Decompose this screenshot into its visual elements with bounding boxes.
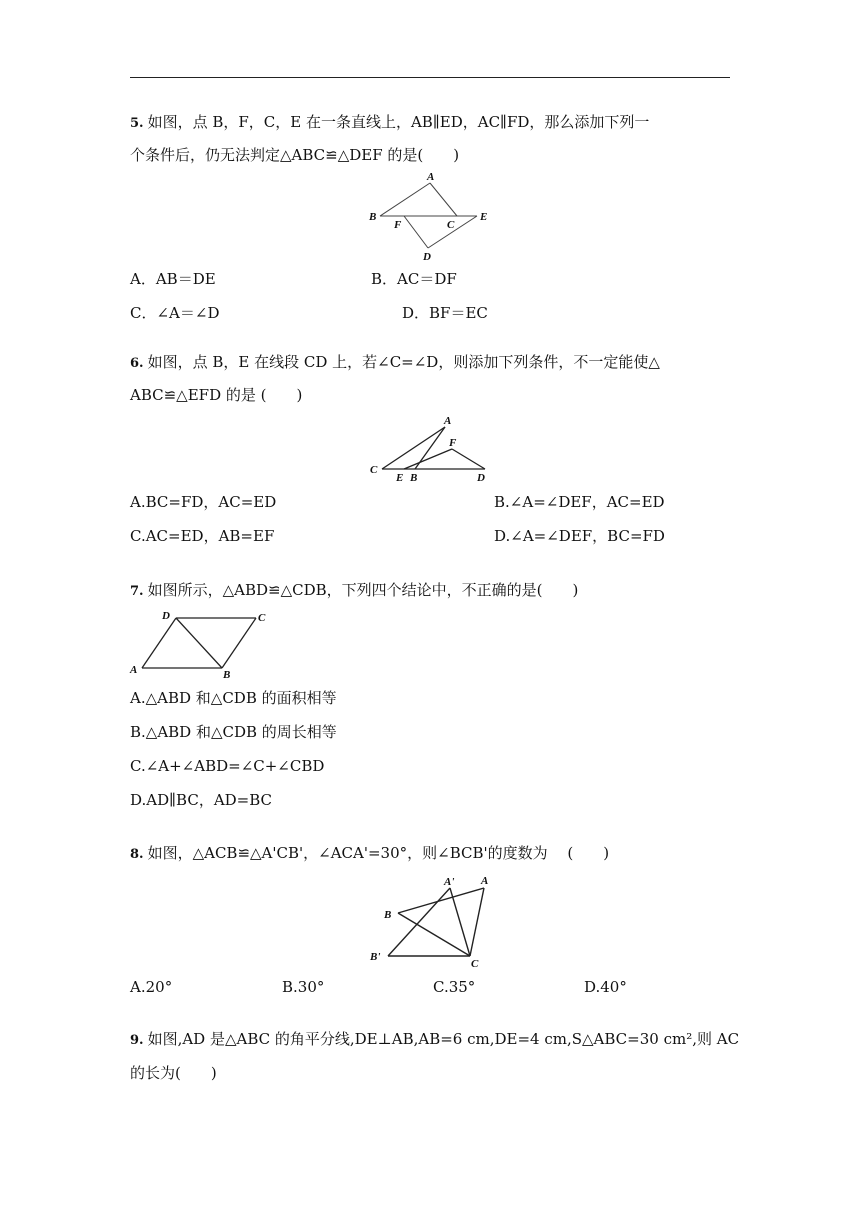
q7-option-c: C.∠A+∠ABD=∠C+∠CBD xyxy=(130,757,325,775)
q7-number: 7. xyxy=(130,584,144,599)
q8-number: 8. xyxy=(130,847,144,862)
q8-label-b-prime: B' xyxy=(370,951,381,963)
q9-line1 xyxy=(130,1028,739,1052)
q6-option-d: D.∠A=∠DEF，BC=FD xyxy=(494,527,665,545)
q7-label-c: C xyxy=(258,612,266,624)
q8-label-b: B xyxy=(384,909,392,921)
q7-option-d: D.AD∥BC，AD=BC xyxy=(130,791,273,809)
q6-option-a: A.BC=FD，AC=ED xyxy=(130,493,277,511)
q7-option-b: B.△ABD 和△CDB 的周长相等 xyxy=(130,723,337,741)
q7-label-d: D xyxy=(162,610,170,622)
q6-label-f: F xyxy=(449,437,457,449)
q6-line2: ABC≌△EFD 的是 ( ) xyxy=(130,386,303,404)
q5-line1 xyxy=(130,111,649,135)
q8-option-c: C.35° xyxy=(433,978,476,996)
q9-number: 9. xyxy=(130,1033,144,1048)
q7-option-a: A.△ABD 和△CDB 的面积相等 xyxy=(130,689,337,707)
q7-label-a: A xyxy=(130,664,138,676)
q5-number: 5. xyxy=(130,116,144,131)
q8-option-a: A.20° xyxy=(130,978,173,996)
q8-text: 如图，△ACB≌△A'CB'，∠ACA'=30°，则∠BCB'的度数为 ( ) xyxy=(147,844,610,862)
q5-label-d: D xyxy=(423,251,431,263)
q6-label-e: E xyxy=(396,472,404,484)
header-rule xyxy=(130,77,730,78)
q5-figure xyxy=(360,170,500,265)
q5-option-b: B．AC＝DF xyxy=(371,270,457,288)
q8-label-a: A xyxy=(481,875,489,887)
q5-line2: 个条件后，仍无法判定△ABC≌△DEF 的是( ) xyxy=(130,146,460,164)
q8-figure xyxy=(364,868,504,973)
q5-label-e: E xyxy=(480,211,488,223)
q8-option-b: B.30° xyxy=(282,978,325,996)
q6-label-c: C xyxy=(370,464,378,476)
q5-label-c: C xyxy=(447,219,455,231)
q7-figure xyxy=(126,607,276,682)
q8-option-d: D.40° xyxy=(584,978,627,996)
q6-text: 如图，点 B，E 在线段 CD 上，若∠C=∠D，则添加下列条件，不一定能使△ xyxy=(147,353,660,371)
q6-label-b: B xyxy=(410,472,418,484)
q7-label-b: B xyxy=(223,669,231,681)
q8-line1 xyxy=(130,842,609,866)
q7-text: 如图所示，△ABD≌△CDB，下列四个结论中，不正确的是( ) xyxy=(147,581,579,599)
q6-option-b: B.∠A=∠DEF，AC=ED xyxy=(494,493,665,511)
q8-label-a-prime: A' xyxy=(444,876,455,888)
q6-label-a: A xyxy=(444,415,452,427)
q6-option-c: C.AC=ED，AB=EF xyxy=(130,527,275,545)
q5-text: 如图，点 B，F，C，E 在一条直线上，AB∥ED，AC∥FD，那么添加下列一 xyxy=(147,113,650,131)
q6-line1 xyxy=(130,351,660,375)
q9-line2: 的长为( ) xyxy=(130,1064,217,1082)
q6-number: 6. xyxy=(130,356,144,371)
q5-label-a: A xyxy=(427,171,435,183)
q6-label-d: D xyxy=(477,472,485,484)
q5-option-c: C．∠A＝∠D xyxy=(130,304,220,322)
q7-line1 xyxy=(130,579,578,603)
q8-label-c: C xyxy=(471,958,479,970)
q6-figure xyxy=(368,412,498,487)
q5-option-a: A．AB＝DE xyxy=(130,270,216,288)
q5-label-f: F xyxy=(394,219,402,231)
q5-option-d: D．BF＝EC xyxy=(402,304,488,322)
q5-label-b: B xyxy=(369,211,377,223)
q9-text: 如图,AD 是△ABC 的角平分线,DE⊥AB,AB=6 cm,DE=4 cm,S△ABC=30 cm²,则 AC xyxy=(147,1030,740,1048)
